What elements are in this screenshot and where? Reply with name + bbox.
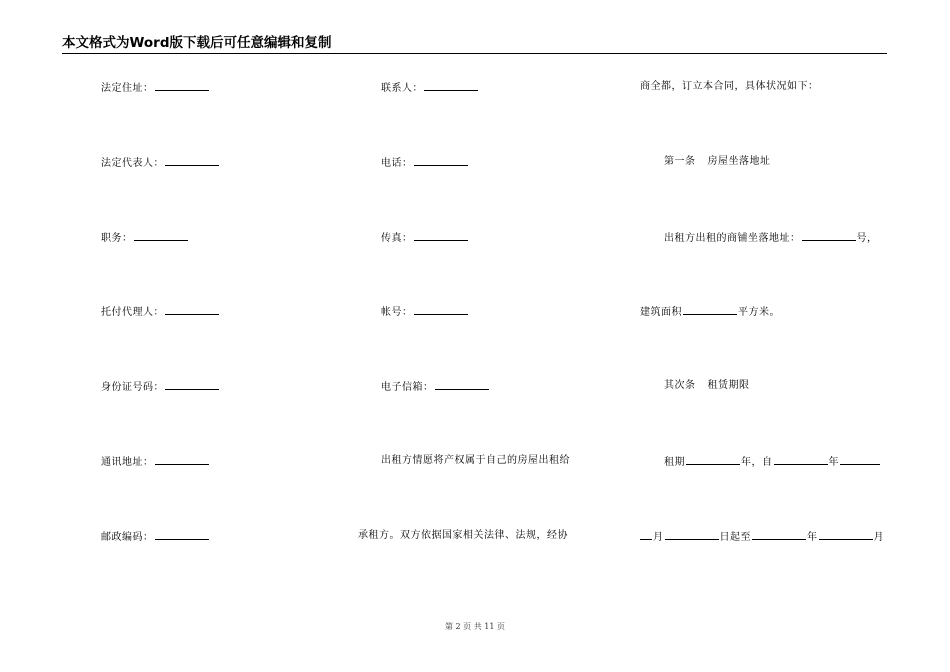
address-suffix: 号， — [856, 233, 878, 244]
field-account — [381, 304, 469, 320]
field-label: 职务： — [101, 233, 133, 244]
field-legal-representative — [101, 155, 220, 171]
address-prefix: 出租方出租的商铺坐落地址： — [664, 233, 801, 244]
field-label: 传真： — [381, 233, 413, 244]
field-contact-person — [381, 80, 479, 96]
fill-blank[interactable] — [640, 529, 652, 540]
field-label: 法定住址： — [101, 83, 154, 94]
article-number: 其次条 — [664, 380, 696, 391]
field-label: 托付代理人： — [101, 307, 164, 318]
field-label: 法定代表人： — [101, 158, 164, 169]
field-legal-address — [101, 80, 210, 96]
article-title: 房屋坐落地址 — [707, 156, 771, 167]
fill-blank[interactable] — [774, 454, 828, 465]
page-header: 本文格式为Word版下载后可任意编辑和复制 — [62, 35, 332, 51]
term-text: 月 — [873, 532, 884, 543]
fill-blank[interactable] — [752, 529, 806, 540]
field-position — [101, 230, 189, 246]
term-text: 月 — [653, 532, 664, 543]
field-email — [381, 379, 490, 395]
paragraph-line: 商全都，订立本合同，具体状况如下： — [640, 81, 819, 92]
page-footer: 第 2 页 共 11 页 — [445, 622, 505, 631]
fill-blank[interactable] — [134, 230, 188, 241]
area-suffix: 平方米。 — [738, 307, 780, 318]
field-label: 联系人： — [381, 83, 423, 94]
article-heading — [664, 379, 750, 393]
fill-blank[interactable] — [155, 80, 209, 91]
fill-blank[interactable] — [683, 304, 737, 315]
paragraph-line: 出租方情愿将产权属于自己的房屋出租给 — [381, 455, 570, 466]
area-prefix: 建筑面积 — [640, 307, 682, 318]
term-text: 年，自 — [741, 457, 773, 468]
field-label: 身份证号码： — [101, 382, 164, 393]
term-text: 年 — [828, 457, 839, 468]
fill-blank[interactable] — [665, 529, 719, 540]
fill-blank[interactable] — [414, 155, 468, 166]
paragraph-line: 承租方。双方依据国家相关法律、法规，经协 — [358, 530, 568, 541]
field-label: 帐号： — [381, 307, 413, 318]
fill-blank[interactable] — [686, 454, 740, 465]
fill-blank[interactable] — [414, 230, 468, 241]
fill-blank[interactable] — [165, 155, 219, 166]
field-label: 通讯地址： — [101, 457, 154, 468]
article-heading — [664, 155, 771, 169]
field-entrusted-agent — [101, 304, 220, 320]
fill-blank[interactable] — [165, 304, 219, 315]
field-fax — [381, 230, 469, 246]
field-mailing-address — [101, 454, 210, 470]
address-line — [664, 230, 878, 246]
fill-blank[interactable] — [802, 230, 856, 241]
fill-blank[interactable] — [155, 454, 209, 465]
fill-blank[interactable] — [165, 379, 219, 390]
header-rule — [62, 53, 887, 54]
article-number: 第一条 — [664, 156, 696, 167]
field-label: 邮政编码： — [101, 532, 154, 543]
article-title: 租赁期限 — [707, 380, 750, 391]
fill-blank[interactable] — [414, 304, 468, 315]
fill-blank[interactable] — [819, 529, 873, 540]
field-label: 电子信箱： — [381, 382, 434, 393]
area-line — [640, 304, 780, 320]
term-line — [640, 529, 884, 545]
field-phone — [381, 155, 469, 171]
term-text: 日起至 — [719, 532, 751, 543]
fill-blank[interactable] — [424, 80, 478, 91]
term-line — [664, 454, 881, 470]
field-postal-code — [101, 529, 210, 545]
term-text: 年 — [807, 532, 818, 543]
field-label: 电话： — [381, 158, 413, 169]
fill-blank[interactable] — [435, 379, 489, 390]
field-id-number — [101, 379, 220, 395]
term-prefix: 租期 — [664, 457, 685, 468]
fill-blank[interactable] — [840, 454, 880, 465]
fill-blank[interactable] — [155, 529, 209, 540]
